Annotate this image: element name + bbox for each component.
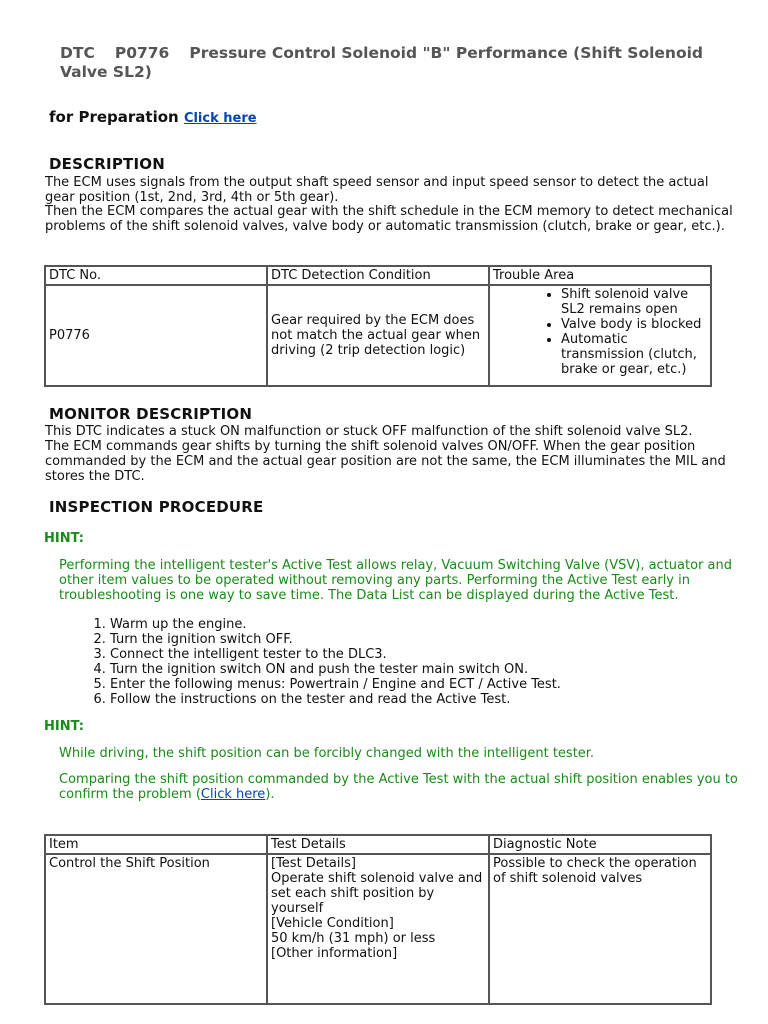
hint-text-3	[59, 772, 739, 802]
test-details-line: [Test Details]	[271, 856, 356, 871]
page-title	[60, 44, 740, 82]
list-item: 4. Turn the ignition switch ON and push the tester main switch ON.	[110, 662, 750, 677]
table-row	[45, 835, 711, 854]
list-item: 6. Follow the instructions on the tester and read the Active Test.	[110, 692, 750, 707]
procedure-steps	[78, 617, 750, 707]
list-item: • Valve body is blocked	[561, 317, 707, 332]
dtc-number-cell: P0776	[45, 285, 267, 386]
test-details-line: [Vehicle Condition]	[271, 916, 394, 931]
table-header-cell: Item	[45, 835, 267, 854]
table-row	[45, 266, 711, 285]
trouble-area-list	[493, 287, 707, 377]
description-paragraph-2: Then the ECM compares the actual gear with the shift schedule in the ECM memory to detect mechanical problems of the shift solenoid valves, valve body or automatic transmission (clutch, brake or gear, etc.).	[45, 204, 733, 234]
title-dtc-label: DTC	[60, 44, 95, 62]
list-item: 5. Enter the following menus: Powertrain / Engine and ECT / Active Test.	[110, 677, 750, 692]
trouble-area-cell	[489, 285, 711, 386]
test-details-line: 50 km/h (31 mph) or less	[271, 931, 436, 946]
table-header-cell: DTC No.	[45, 266, 267, 285]
list-item: 1. Warm up the engine.	[110, 617, 750, 632]
hint-text-3-post: ).	[265, 787, 275, 802]
hint-label-1: HINT:	[44, 531, 84, 546]
description-paragraph-1: The ECM uses signals from the output shaft speed sensor and input speed sensor to detect the actual gear position (1st, 2nd, 3rd, 4th or 5th gear).	[45, 175, 709, 205]
preparation-line	[49, 110, 257, 126]
list-item: • Automatic transmission (clutch, brake or gear, etc.)	[561, 332, 707, 377]
monitor-paragraph-1: This DTC indicates a stuck ON malfunction or stuck OFF malfunction of the shift solenoid valve SL2.	[45, 424, 693, 439]
title-dtc-code: P0776	[114, 44, 170, 62]
title-text: Pressure Control Solenoid "B" Performance (Shift Solenoid Valve SL2)	[60, 44, 704, 81]
preparation-label: for Preparation	[49, 108, 179, 126]
table-header-cell: Test Details	[267, 835, 489, 854]
list-item: • Shift solenoid valve SL2 remains open	[561, 287, 707, 317]
description-heading: DESCRIPTION	[49, 155, 165, 173]
diagnostic-note-cell: Possible to check the operation of shift solenoid valves	[489, 854, 711, 1004]
table-row	[45, 285, 711, 386]
active-test-table	[44, 834, 712, 1005]
dtc-table	[44, 265, 712, 387]
problem-link[interactable]: Click here	[200, 787, 266, 802]
monitor-paragraph-2: The ECM commands gear shifts by turning the shift solenoid valves ON/OFF. When the gear position commanded by the ECM and the actual gear position are not the same, the ECM illuminates the MIL and stores the DTC.	[45, 439, 726, 484]
hint-label-2: HINT:	[44, 719, 84, 734]
table-header-cell: DTC Detection Condition	[267, 266, 489, 285]
preparation-link[interactable]: Click here	[183, 111, 257, 126]
monitor-heading: MONITOR DESCRIPTION	[49, 405, 253, 423]
list-item: 3. Connect the intelligent tester to the DLC3.	[110, 647, 750, 662]
hint-text-3-pre: Comparing the shift position commanded by the Active Test with the actual shift position enables you to confirm the problem (	[59, 772, 738, 802]
inspection-heading: INSPECTION PROCEDURE	[49, 498, 264, 516]
hint-text-2: While driving, the shift position can be forcibly changed with the intelligent tester.	[59, 746, 595, 761]
table-row	[45, 854, 711, 1004]
hint-text-1: Performing the intelligent tester's Active Test allows relay, Vacuum Switching Valve (VSV), actuator and other item values to be operated without removing any parts. Performing the Active Test early in troubleshooting is one way to save time. The Data List can be displayed during the Active Test.	[59, 558, 732, 603]
detection-condition-cell: Gear required by the ECM does not match the actual gear when driving (2 trip detection logic)	[267, 285, 489, 386]
table-header-cell: Trouble Area	[489, 266, 711, 285]
test-details-cell	[267, 854, 489, 1004]
list-item: 2. Turn the ignition switch OFF.	[110, 632, 750, 647]
test-details-line: [Other information]	[271, 946, 398, 961]
item-cell: Control the Shift Position	[45, 854, 267, 1004]
table-header-cell: Diagnostic Note	[489, 835, 711, 854]
test-details-line: Operate shift solenoid valve and set each shift position by yourself	[271, 871, 483, 916]
